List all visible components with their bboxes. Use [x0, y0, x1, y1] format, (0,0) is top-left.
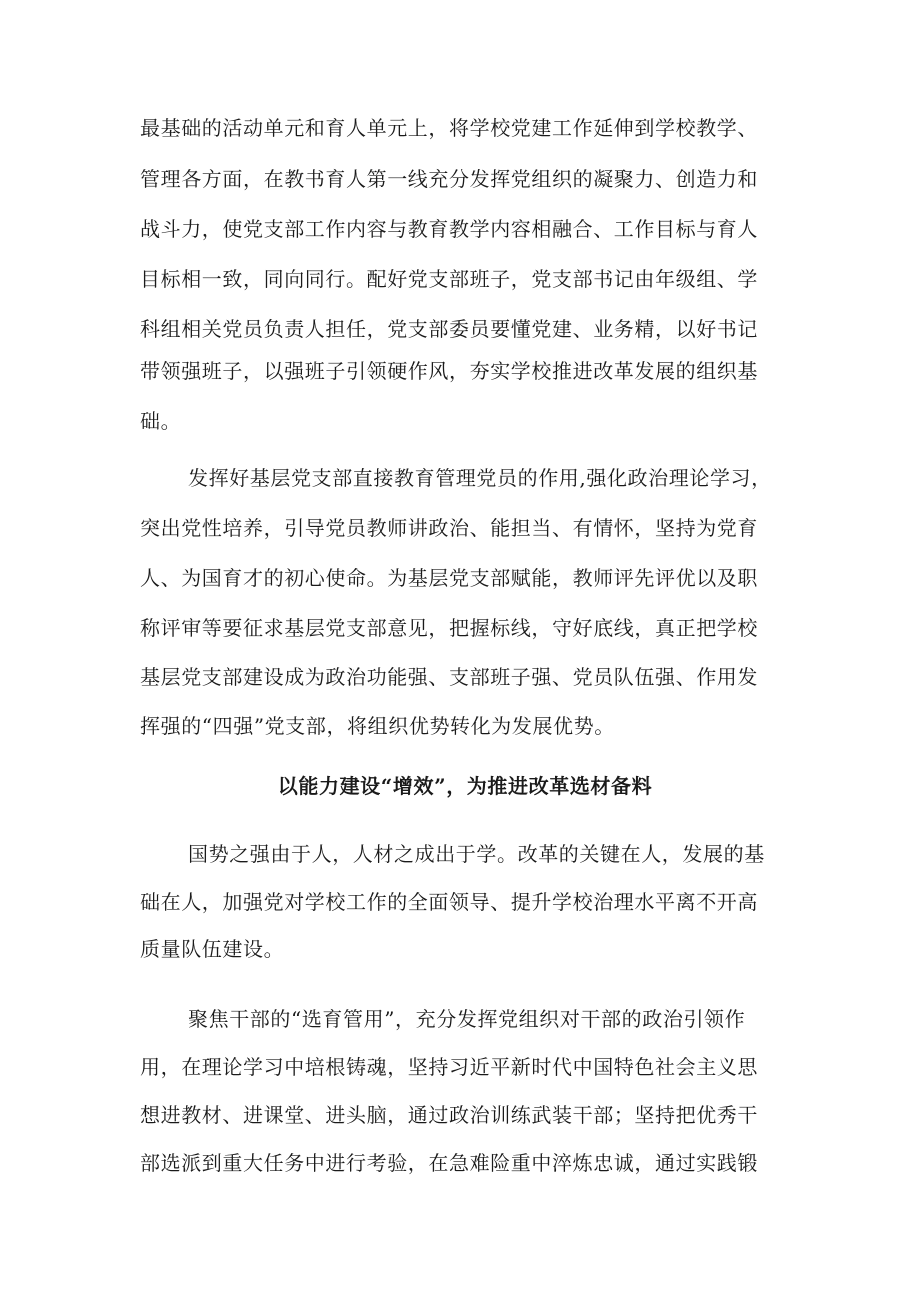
paragraph-1-line-3: 战斗力，使党支部工作内容与教育教学内容相融合、工作目标与育人 — [140, 217, 758, 241]
paragraph-1-line-7: 础。 — [140, 409, 182, 433]
paragraph-1-line-1: 最基础的活动单元和育人单元上，将学校党建工作延伸到学校教学、 — [140, 116, 758, 140]
paragraph-2-line-2: 突出党性培养，引导党员教师讲政治、能担当、有情怀，坚持为党育 — [140, 516, 758, 540]
section-heading: 以能力建设“增效”，为推进改革选材备料 — [277, 774, 653, 798]
paragraph-4-line-1: 聚焦干部的“选育管用”，充分发挥党组织对干部的政治引领作 — [188, 1007, 746, 1031]
paragraph-2-line-3: 人、为国育才的初心使命。为基层党支部赋能，教师评先评优以及职 — [140, 566, 758, 590]
paragraph-1-line-5: 科组相关党员负责人担任，党支部委员要懂党建、业务精，以好书记 — [140, 317, 758, 341]
paragraph-3-line-3: 质量队伍建设。 — [140, 937, 285, 961]
paragraph-4-line-2: 用，在理论学习中培根铸魂，坚持习近平新时代中国特色社会主义思 — [140, 1055, 758, 1079]
paragraph-1-line-2: 管理各方面，在教书育人第一线充分发挥党组织的凝聚力、创造力和 — [140, 167, 758, 191]
paragraph-3-line-1: 国势之强由于人，人材之成出于学。改革的关键在人，发展的基 — [188, 842, 765, 866]
paragraph-2-line-4: 称评审等要征求基层党支部意见，把握标线，守好底线，真正把学校 — [140, 616, 758, 640]
paragraph-4-line-3: 想进教材、进课堂、进头脑，通过政治训练武装干部；坚持把优秀干 — [140, 1103, 758, 1127]
paragraph-1-line-4: 目标相一致，同向同行。配好党支部班子，党支部书记由年级组、学 — [140, 267, 758, 291]
paragraph-2-line-5: 基层党支部建设成为政治功能强、支部班子强、党员队伍强、作用发 — [140, 665, 758, 689]
paragraph-2-line-1: 发挥好基层党支部直接教育管理党员的作用,强化政治理论学习， — [188, 466, 772, 490]
paragraph-1-line-6: 带领强班子，以强班子引领硬作风，夯实学校推进改革发展的组织基 — [140, 359, 758, 383]
paragraph-4-line-4: 部选派到重大任务中进行考验，在急难险重中淬炼忠诚，通过实践锻 — [140, 1151, 758, 1175]
paragraph-3-line-2: 础在人，加强党对学校工作的全面领导、提升学校治理水平离不开高 — [140, 890, 758, 914]
paragraph-2-line-6: 挥强的“四强”党支部，将组织优势转化为发展优势。 — [140, 714, 615, 738]
